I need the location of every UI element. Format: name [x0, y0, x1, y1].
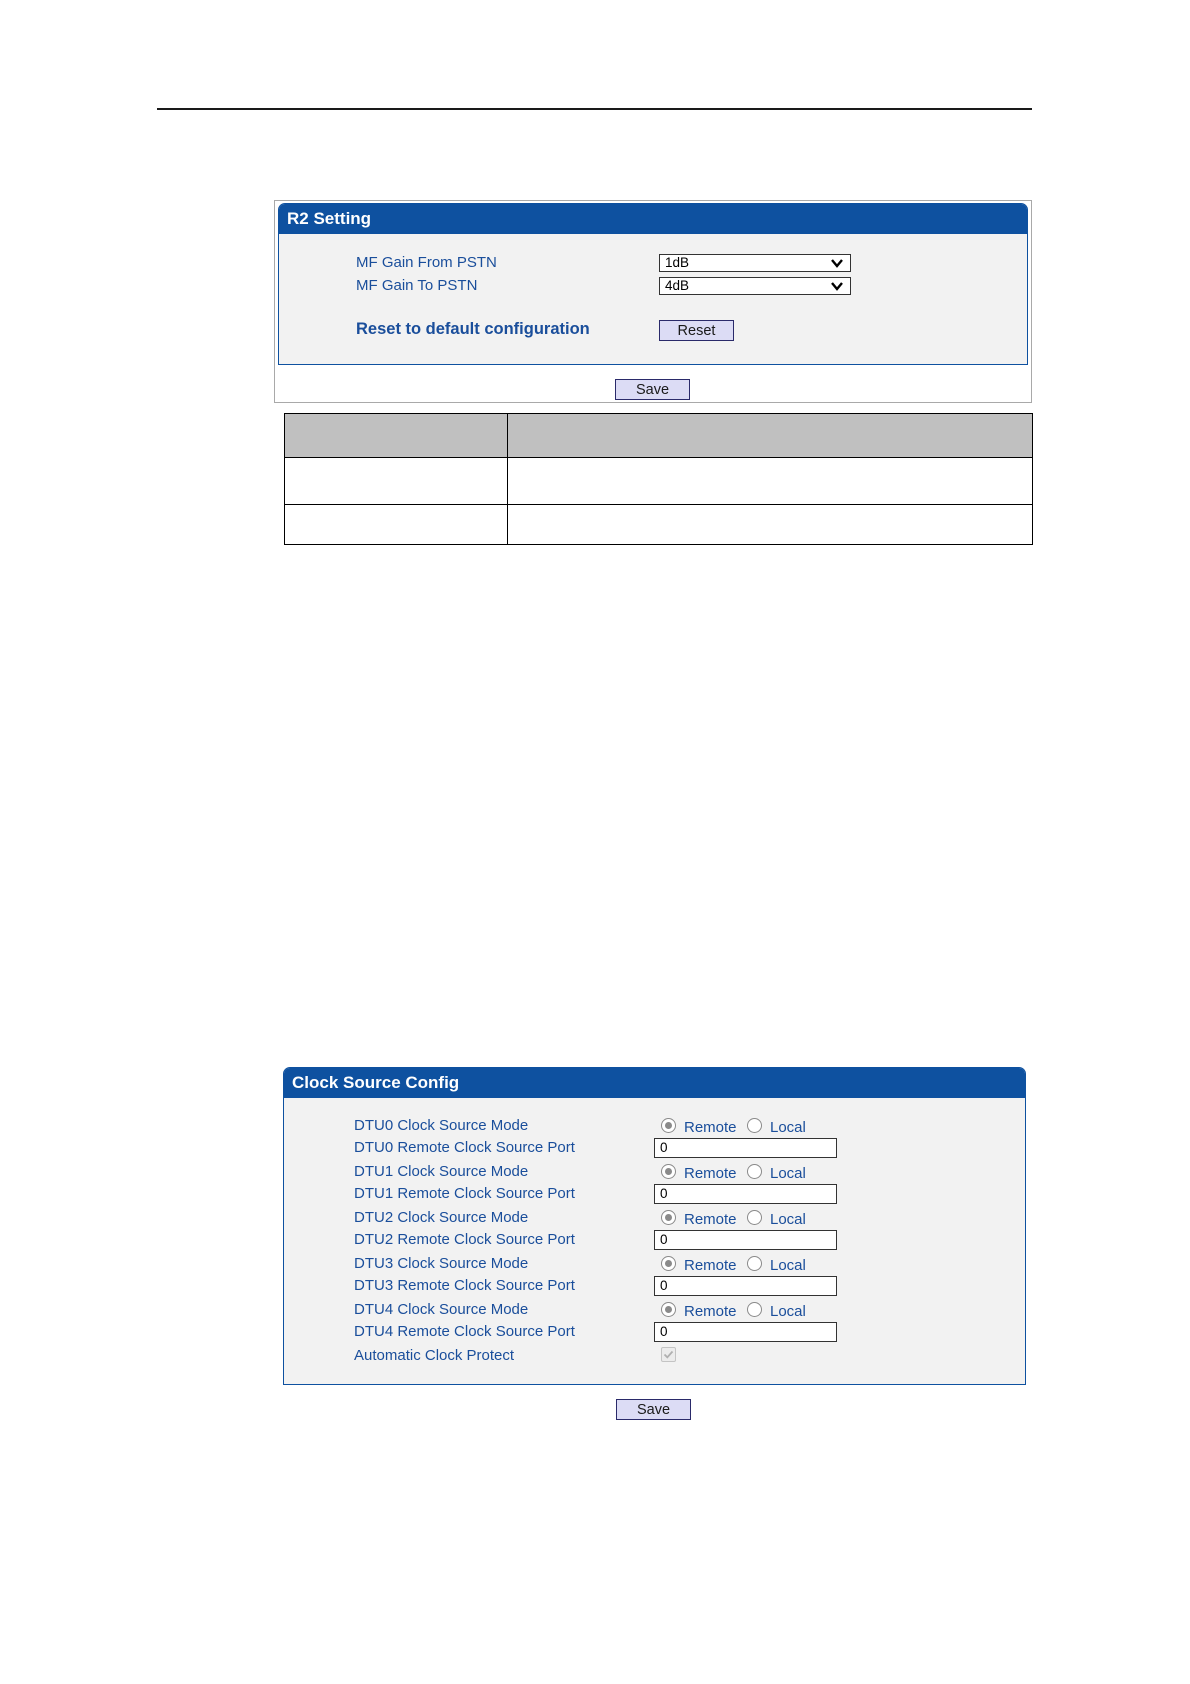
- dtu4-local-label: Local: [770, 1303, 806, 1320]
- dtu2-remote-radio[interactable]: [661, 1210, 676, 1225]
- auto-clock-protect-checkbox[interactable]: [661, 1347, 676, 1362]
- dtu0-remote-port-input[interactable]: 0: [654, 1138, 837, 1158]
- mf-gain-to-pstn-value: 4dB: [665, 278, 690, 293]
- r2-save-button[interactable]: Save: [615, 379, 690, 400]
- dtu0-remote-label: Remote: [684, 1119, 737, 1136]
- dtu3-remote-radio[interactable]: [661, 1256, 676, 1271]
- dtu2-remote-port-label: DTU2 Remote Clock Source Port: [354, 1231, 575, 1248]
- table-cell: [285, 458, 508, 505]
- chevron-down-icon: [830, 256, 844, 270]
- table-header-cell: [285, 414, 508, 458]
- dtu0-remote-port-label: DTU0 Remote Clock Source Port: [354, 1139, 575, 1156]
- dtu1-remote-label: Remote: [684, 1165, 737, 1182]
- reset-default-label: Reset to default configuration: [356, 320, 590, 338]
- table-cell: [285, 505, 508, 545]
- table-header-cell: [508, 414, 1033, 458]
- dtu1-local-radio[interactable]: [747, 1164, 762, 1179]
- dtu0-local-radio[interactable]: [747, 1118, 762, 1133]
- dtu1-remote-port-label: DTU1 Remote Clock Source Port: [354, 1185, 575, 1202]
- clock-source-config-panel: [283, 1067, 1026, 1385]
- dtu4-local-radio[interactable]: [747, 1302, 762, 1317]
- clock-save-button[interactable]: Save: [616, 1399, 691, 1420]
- dtu4-clock-mode-label: DTU4 Clock Source Mode: [354, 1301, 529, 1318]
- r2-setting-panel: [278, 203, 1028, 365]
- mf-gain-from-pstn-label: MF Gain From PSTN: [356, 254, 497, 271]
- dtu2-clock-mode-label: DTU2 Clock Source Mode: [354, 1209, 529, 1226]
- mf-gain-from-pstn-select[interactable]: [659, 254, 851, 272]
- clock-source-config-title: Clock Source Config: [284, 1068, 1025, 1098]
- dtu3-remote-label: Remote: [684, 1257, 737, 1274]
- dtu3-remote-port-label: DTU3 Remote Clock Source Port: [354, 1277, 575, 1294]
- table-cell: [508, 458, 1033, 505]
- dtu2-remote-port-input[interactable]: 0: [654, 1230, 837, 1250]
- dtu3-local-radio[interactable]: [747, 1256, 762, 1271]
- dtu3-remote-port-input[interactable]: 0: [654, 1276, 837, 1296]
- dtu1-remote-port-input[interactable]: 0: [654, 1184, 837, 1204]
- dtu2-local-radio[interactable]: [747, 1210, 762, 1225]
- mf-gain-to-pstn-select[interactable]: [659, 277, 851, 295]
- dtu0-clock-mode-label: DTU0 Clock Source Mode: [354, 1117, 529, 1134]
- chevron-down-icon: [830, 279, 844, 293]
- table-row: [285, 505, 1033, 545]
- dtu2-local-label: Local: [770, 1211, 806, 1228]
- checkmark-icon: [663, 1349, 674, 1360]
- parameter-table: [284, 413, 1033, 545]
- mf-gain-to-pstn-label: MF Gain To PSTN: [356, 277, 478, 294]
- dtu0-local-label: Local: [770, 1119, 806, 1136]
- dtu1-remote-radio[interactable]: [661, 1164, 676, 1179]
- table-cell: [508, 505, 1033, 545]
- dtu0-remote-radio[interactable]: [661, 1118, 676, 1133]
- dtu4-remote-label: Remote: [684, 1303, 737, 1320]
- dtu1-clock-mode-label: DTU1 Clock Source Mode: [354, 1163, 529, 1180]
- reset-button[interactable]: Reset: [659, 320, 734, 341]
- auto-clock-protect-label: Automatic Clock Protect: [354, 1347, 515, 1364]
- dtu3-local-label: Local: [770, 1257, 806, 1274]
- dtu4-remote-port-label: DTU4 Remote Clock Source Port: [354, 1323, 575, 1340]
- r2-setting-frame: [274, 200, 1032, 403]
- dtu3-clock-mode-label: DTU3 Clock Source Mode: [354, 1255, 529, 1272]
- mf-gain-from-pstn-value: 1dB: [665, 255, 690, 270]
- r2-setting-title: R2 Setting: [279, 204, 1027, 234]
- table-row: [285, 458, 1033, 505]
- table-header-row: [285, 414, 1033, 458]
- dtu4-remote-radio[interactable]: [661, 1302, 676, 1317]
- dtu2-remote-label: Remote: [684, 1211, 737, 1228]
- dtu1-local-label: Local: [770, 1165, 806, 1182]
- dtu4-remote-port-input[interactable]: 0: [654, 1322, 837, 1342]
- header-rule: [157, 108, 1032, 110]
